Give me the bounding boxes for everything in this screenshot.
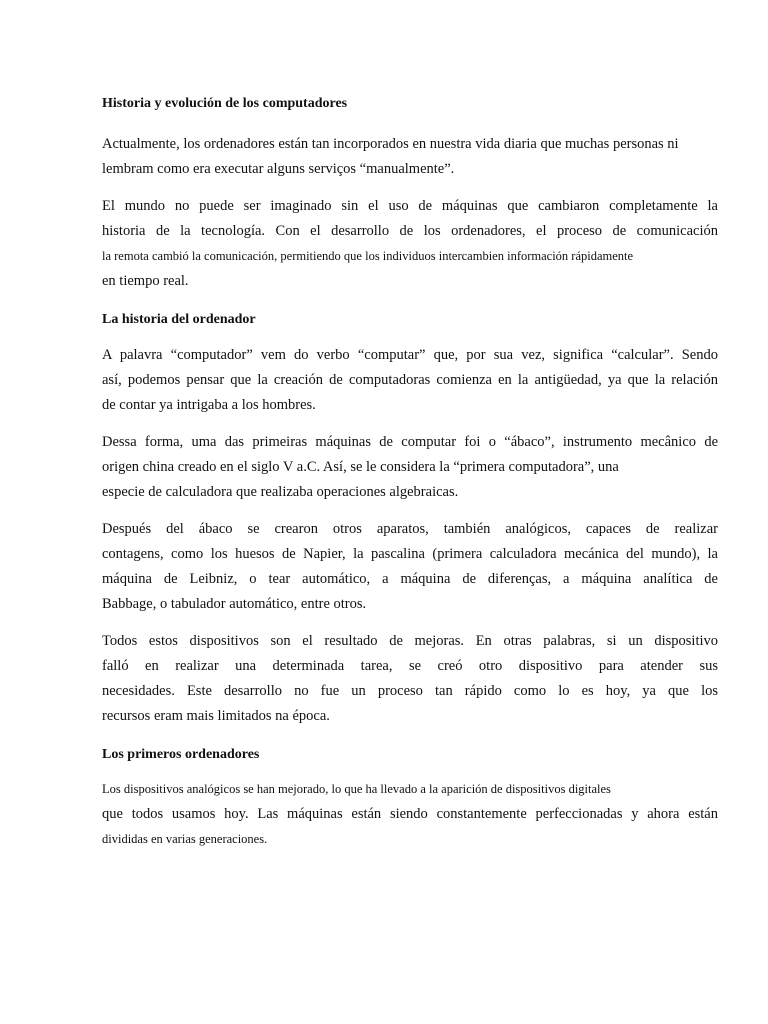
paragraph-abaco [102, 430, 718, 505]
paragraph-line: Después del ábaco se crearon otros aparatos, también analógicos, capaces de realizar [102, 521, 718, 537]
paragraph-line: especie de calculadora que realizaba operaciones algebraicas. [102, 484, 459, 500]
paragraph-line: de contar ya intrigaba a los hombres. [102, 397, 316, 413]
paragraph-line: que todos usamos hoy. Las máquinas están siendo constantemente perfeccionadas y ahora están [102, 806, 718, 822]
paragraph-analogicos [102, 777, 718, 852]
paragraph-line: Actualmente, los ordenadores están tan incorporados en nuestra vida diaria que muchas personas ni [102, 136, 679, 152]
paragraph-line: falló en realizar una determinada tarea, se creó otro dispositivo para atender sus [102, 658, 718, 674]
section-heading-primeros: Los primeros ordenadores [102, 747, 260, 762]
paragraph-line: Todos estos dispositivos son el resultado de mejoras. En otras palabras, si un dispositivo [102, 633, 718, 649]
paragraph-line: Dessa forma, uma das primeiras máquinas de computar foi o “ábaco”, instrumento mecânico de [102, 434, 718, 450]
paragraph-line: contagens, como los huesos de Napier, la pascalina (primera calculadora mecánica del mundo), la [102, 546, 718, 562]
intro-paragraph [102, 132, 718, 182]
paragraph-line: así, podemos pensar que la creación de computadoras comienza en la antigüedad, ya que la relación [102, 372, 718, 388]
paragraph-line: historia de la tecnología. Con el desarrollo de los ordenadores, el proceso de comunicación [102, 223, 718, 239]
paragraph-line: lembram como era executar alguns serviços “manualmente”. [102, 161, 455, 177]
paragraph-mundo [102, 194, 718, 294]
section-heading-historia: La historia del ordenador [102, 312, 256, 327]
paragraph-line: en tiempo real. [102, 273, 189, 289]
paragraph-line: Babbage, o tabulador automático, entre otros. [102, 596, 367, 612]
paragraph-line: necesidades. Este desarrollo no fue un proceso tan rápido como lo es hoy, ya que los [102, 683, 718, 699]
paragraph-despues [102, 517, 718, 617]
paragraph-line: El mundo no puede ser imaginado sin el uso de máquinas que cambiaron completamente la [102, 198, 718, 214]
paragraph-line: máquina de Leibniz, o tear automático, a máquina de diferenças, a máquina analítica de [102, 571, 718, 587]
paragraph-palavra [102, 343, 718, 418]
paragraph-line: Los dispositivos analógicos se han mejorado, lo que ha llevado a la aparición de dispositivos digitales [102, 782, 611, 796]
document-title: Historia y evolución de los computadores [102, 96, 348, 111]
paragraph-line: la remota cambió la comunicación, permitiendo que los individuos intercambien información rápidamente [102, 249, 634, 263]
paragraph-dispositivos [102, 629, 718, 729]
paragraph-line: A palavra “computador” vem do verbo “computar” que, por sua vez, significa “calcular”. Sendo [102, 347, 718, 363]
paragraph-line: divididas en varias generaciones. [102, 832, 268, 846]
document-page [102, 96, 718, 852]
paragraph-line: recursos eram mais limitados na época. [102, 708, 330, 724]
paragraph-line: origen china creado en el siglo V a.C. Así, se le considera la “primera computadora”, una [102, 459, 619, 475]
